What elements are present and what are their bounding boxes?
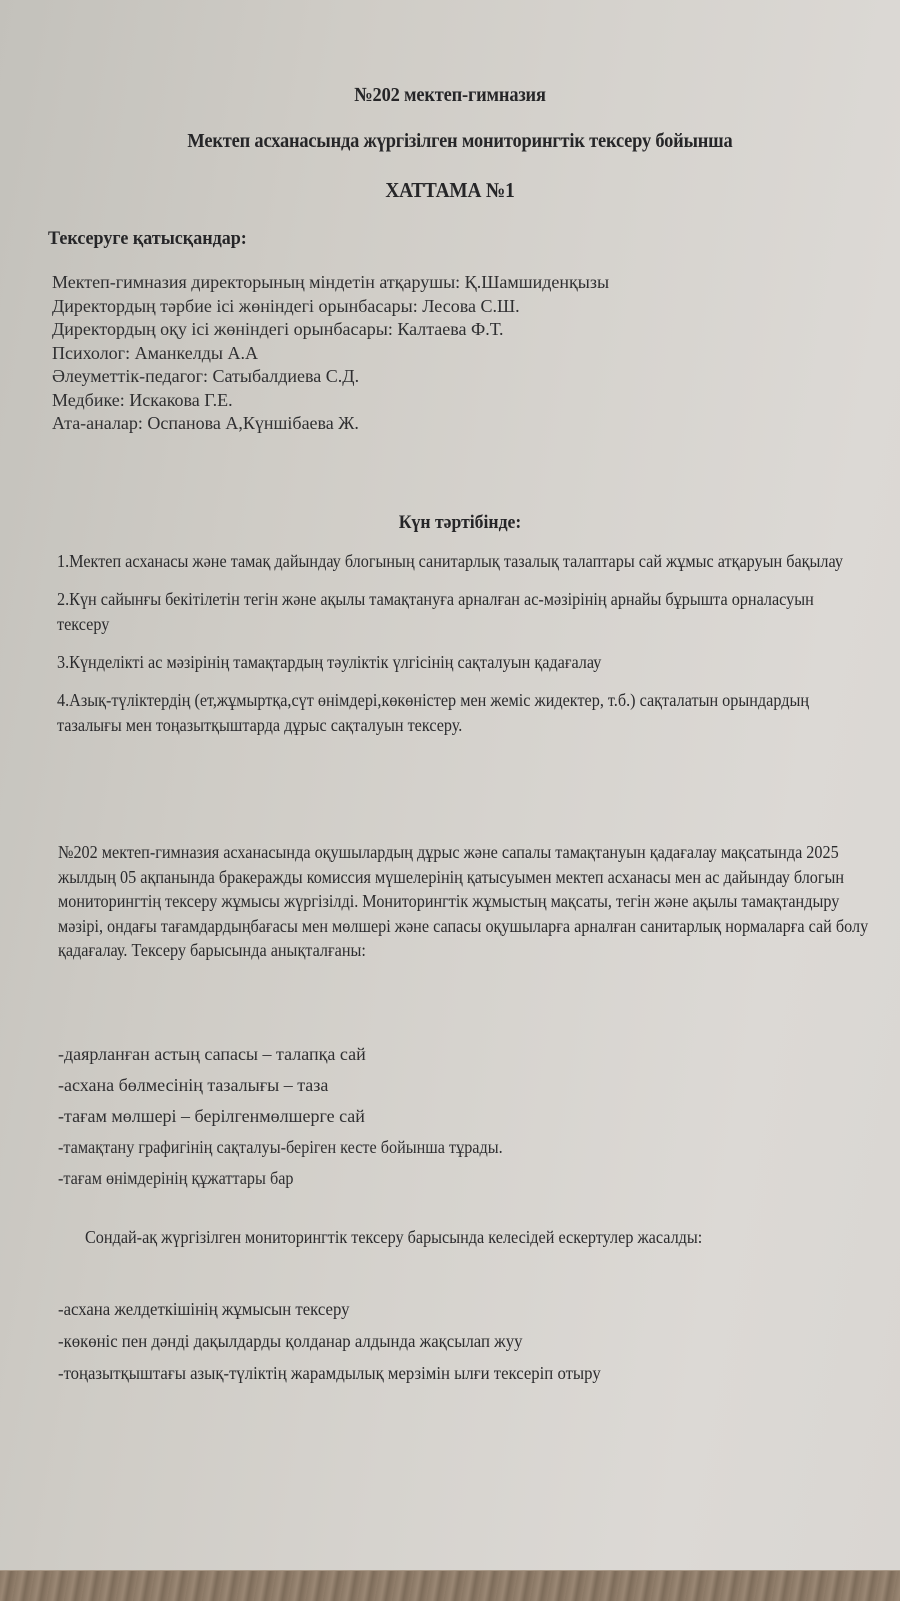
participant-item: Директордың тәрбие ісі жөніндегі орынбасары: Лесова С.Ш. xyxy=(52,295,520,316)
finding-item: -даярланған астың сапасы – талапқа сай xyxy=(58,1044,366,1064)
finding-item: -тағам мөлшері – берілгенмөлшерге сай xyxy=(58,1106,365,1126)
finding-item: -тағам өнімдерінің құжаттары бар xyxy=(58,1168,294,1188)
participant-item: Медбике: Искакова Г.Е. xyxy=(52,389,233,410)
note-item: -көкөніс пен дәнді дақылдарды қолданар алдында жақсылап жуу xyxy=(58,1331,523,1351)
participants-title: Тексеруге қатысқандар: xyxy=(48,228,247,249)
agenda-item: 1.Мектеп асханасы және тамақ дайындау блогының санитарлық тазалық талаптары сай жұмыс атқаруын бақылау xyxy=(57,551,843,571)
body-paragraph: №202 мектеп-гимназия асханасында оқушылардың дұрыс және сапалы тамақтануын қадағалау мақсатында 2025 жылдың 05 ақпанында бракеражды комиссия мүшелерінің қатысуымен мектеп асханасы мен ас дайындау блогын мониторингтің тексеру жұмысы жүргізілді. Мониторингтік жұмыстың мақсаты, тегін және ақылы тамақтандыру мәзірі, ондағы тағамдардыңбағасы мен мөлшері және сапасы оқушыларға арналған санитарлық нормаларға сай болу қадағалау. Тексеру барысында анықталғаны: xyxy=(58,842,869,960)
note-item: -тоңазытқыштағы азық-түліктің жарамдылық мерзімін ылғи тексеріп отыру xyxy=(58,1363,601,1383)
agenda-list xyxy=(57,549,849,751)
participant-item: Мектеп-гимназия директорының міндетін атқарушы: Қ.Шамшиденқызы xyxy=(52,272,610,292)
finding-item: -тамақтану графигінің сақталуы-беріген кесте бойынша тұрады. xyxy=(58,1137,503,1157)
note-item: -асхана желдеткішінің жұмысын тексеру xyxy=(58,1299,350,1319)
participant-item: Психолог: Аманкелды А.А xyxy=(52,342,258,363)
protocol-title: ХАТТАМА №1 xyxy=(385,178,515,202)
agenda-item: 4.Азық-түліктердің (ет,жұмыртқа,сүт өнімдері,көкөністер мен жеміс жидектер, т.б.) сақталатын орындардың тазалығы мен тоңазытқыштарда дұрыс сақталуын тексеру. xyxy=(57,690,810,735)
findings-list xyxy=(58,1042,552,1197)
school-name-heading: №202 мектеп-гимназия xyxy=(354,84,546,106)
participants-list xyxy=(52,271,609,436)
participant-item: Директордың оқу ісі жөніндегі орынбасары: Калтаева Ф.Т. xyxy=(52,319,504,339)
participant-item: Әлеуметтік-педагог: Сатыбалдиева С.Д. xyxy=(52,366,360,386)
agenda-item: 2.Күн сайынғы бекітілетін тегін және ақылы тамақтануға арналған ас-мәзірінің арнайы бұрышта орналасуын тексеру xyxy=(57,589,814,634)
notes-list xyxy=(58,1297,601,1393)
participant-item: Ата-аналар: Оспанова А,Күншібаева Ж. xyxy=(52,413,359,433)
notes-intro: Сондай-ақ жүргізілген мониторингтік тексеру барысында келесідей ескертулер жасалды: xyxy=(85,1227,703,1247)
agenda-item: 3.Күнделікті ас мәзірінің тамақтардың тәуліктік үлгісінің сақталуын қадағалау xyxy=(57,652,602,672)
agenda-title: Күн тәртібінде: xyxy=(398,512,522,533)
finding-item: -асхана бөлмесінің тазалығы – таза xyxy=(58,1075,329,1095)
wooden-table-surface xyxy=(0,1570,900,1601)
document-subtitle: Мектеп асханасында жүргізілген мониторингтік тексеру бойынша xyxy=(187,130,733,152)
